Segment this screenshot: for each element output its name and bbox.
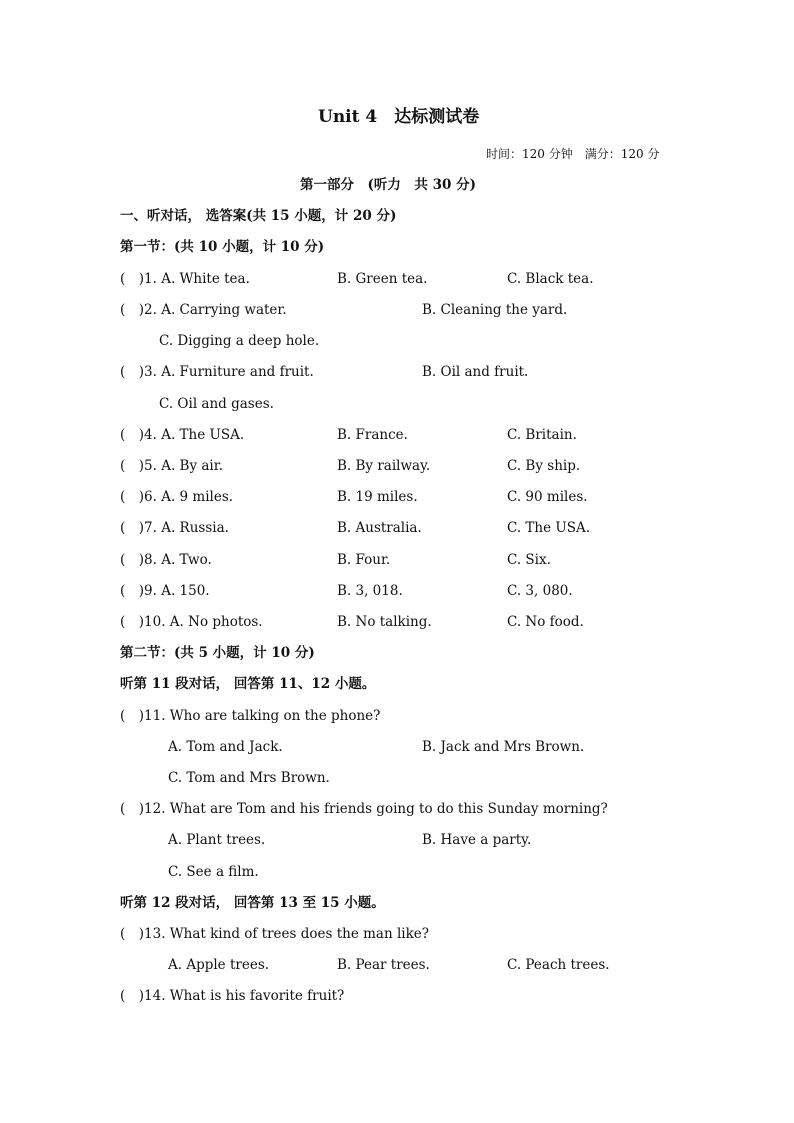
question-6-option-b: B. 19 miles. [337,489,418,505]
question-10-option-b: B. No talking. [337,614,432,630]
question-8-option-b: B. Four. [337,552,391,568]
question-9-option-b: B. 3, 018. [337,583,403,599]
question-2-option-a: ( )2. A. Carrying water. [120,302,287,318]
question-7-option-c: C. The USA. [507,520,591,536]
question-1-option-a: ( )1. A. White tea. [120,271,250,287]
question-9-option-c: C. 3, 080. [507,583,573,599]
subsection-two-title: 第二节：(共 5 小题，计 10 分) [120,645,315,661]
question-3-option-c: C. Oil and gases. [159,396,274,412]
question-13-stem: ( )13. What kind of trees does the man like? [120,926,430,942]
dialog-11-intro: 听第 11 段对话， 回答第 11、12 小题。 [120,676,376,692]
question-7-option-a: ( )7. A. Russia. [120,520,229,536]
part-one-title: 第一部分 (听力 共 30 分) [300,177,476,193]
question-8-option-c: C. Six. [507,552,551,568]
question-13-option-c: C. Peach trees. [507,957,610,973]
question-11-option-a: A. Tom and Jack. [168,739,283,755]
question-6-option-a: ( )6. A. 9 miles. [120,489,234,505]
question-11-option-b: B. Jack and Mrs Brown. [422,739,585,755]
question-4-option-a: ( )4. A. The USA. [120,427,245,443]
question-8-option-a: ( )8. A. Two. [120,552,212,568]
question-12-stem: ( )12. What are Tom and his friends going to do this Sunday morning? [120,801,608,817]
question-1-option-b: B. Green tea. [337,271,428,287]
question-12-option-b: B. Have a party. [422,832,532,848]
question-11-stem: ( )11. Who are talking on the phone? [120,708,381,724]
question-5-option-b: B. By railway. [337,458,431,474]
question-12-option-c: C. See a film. [168,864,259,880]
question-4-option-c: C. Britain. [507,427,577,443]
question-7-option-b: B. Australia. [337,520,422,536]
question-3-option-b: B. Oil and fruit. [422,364,529,380]
question-13-option-a: A. Apple trees. [168,957,270,973]
question-11-option-c: C. Tom and Mrs Brown. [168,770,330,786]
question-9-option-a: ( )9. A. 150. [120,583,210,599]
question-5-option-c: C. By ship. [507,458,581,474]
question-4-option-b: B. France. [337,427,408,443]
question-1-option-c: C. Black tea. [507,271,594,287]
page-title: Unit 4 达标测试卷 [318,107,480,127]
question-10-option-c: C. No food. [507,614,584,630]
dialog-12-intro: 听第 12 段对话， 回答第 13 至 15 小题。 [120,895,385,911]
question-14-stem: ( )14. What is his favorite fruit? [120,988,345,1004]
question-10-option-a: ( )10. A. No photos. [120,614,263,630]
section-one-title: 一、听对话， 选答案(共 15 小题，计 20 分) [120,208,397,224]
question-2-option-c: C. Digging a deep hole. [159,333,320,349]
question-3-option-a: ( )3. A. Furniture and fruit. [120,364,314,380]
exam-time-score: 时间：120 分钟 满分：120 分 [486,147,660,161]
subsection-one-title: 第一节：(共 10 小题，计 10 分) [120,239,325,255]
question-6-option-c: C. 90 miles. [507,489,588,505]
question-13-option-b: B. Pear trees. [337,957,430,973]
question-12-option-a: A. Plant trees. [168,832,266,848]
question-5-option-a: ( )5. A. By air. [120,458,224,474]
question-2-option-b: B. Cleaning the yard. [422,302,568,318]
